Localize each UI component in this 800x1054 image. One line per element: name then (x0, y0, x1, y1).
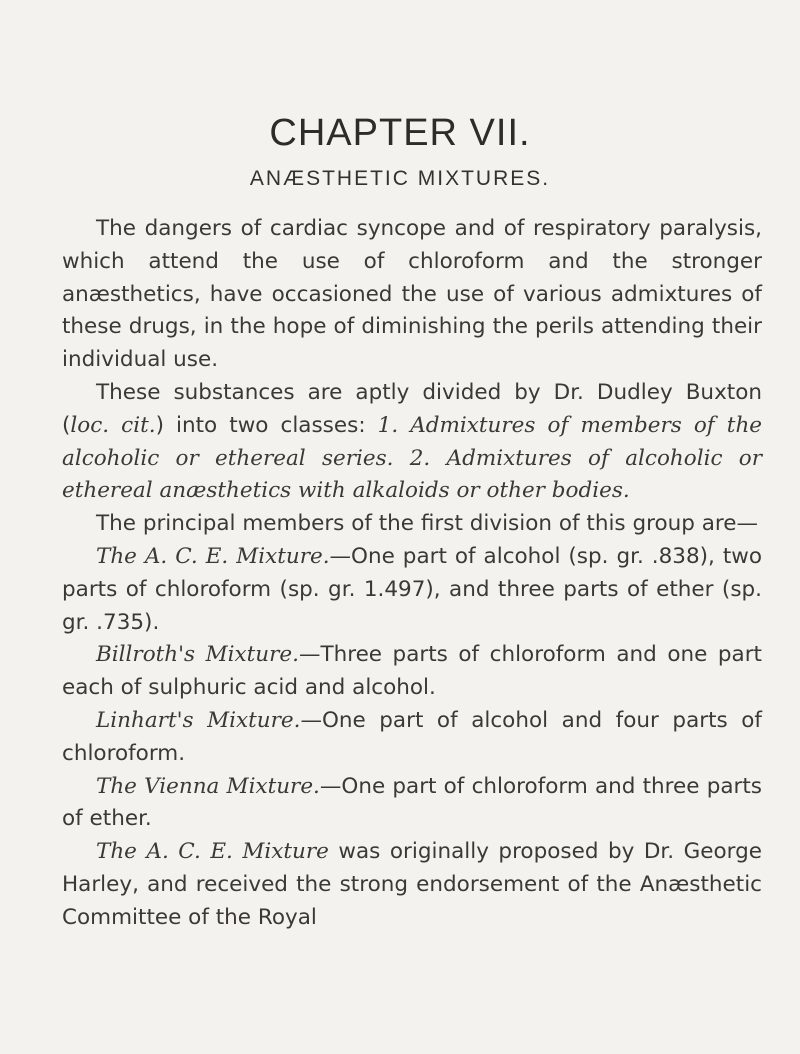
billroth-mixture-text: —Three parts of chloroform and one part each of sulphuric acid and alcohol. (62, 642, 762, 701)
paragraph-linhart-mixture (62, 705, 762, 771)
paragraph-ace-origin (62, 836, 762, 934)
billroth-mixture-name: Billroth's Mixture. (96, 642, 299, 668)
paragraph-billroth-mixture (62, 639, 762, 705)
ace-origin-name: The A. C. E. Mixture (96, 839, 329, 865)
section-title: ANÆSTHETIC MIXTURES. (249, 167, 551, 190)
class-one: 1. Admixtures of members of the alcoholic or ethereal series. (62, 412, 763, 471)
ace-mixture-text: —One part of alcohol (sp. gr. .838), two parts of chloroform (sp. gr. 1.497), and three parts of ether (sp. gr. .735). (62, 543, 762, 635)
paragraph-intro: The dangers of cardiac syncope and of respiratory paralysis, which attend the use of chloroform and the stronger anæsthetics, have occasioned the use of various admixtures of these drugs, in the hope of diminishing the perils attending their individual use. (62, 216, 762, 373)
body-text (62, 213, 762, 935)
linhart-mixture-name: Linhart's Mixture. (96, 707, 301, 733)
vienna-mixture-text: —One part of chloroform and three parts of ether. (62, 773, 762, 832)
ace-mixture-name: The A. C. E. Mixture. (96, 543, 330, 569)
chapter-title: CHAPTER VII. (269, 112, 531, 154)
classes-text-b: ) into two classes: (155, 412, 378, 438)
paragraph-vienna-mixture (62, 771, 762, 837)
paragraph-ace-mixture (62, 541, 762, 639)
linhart-mixture-text: —One part of alcohol and four parts of chloroform. (62, 707, 762, 766)
class-two: 2. Admixtures of alcoholic or ethereal anæsthetics with alkaloids or other bodies. (62, 445, 762, 504)
citation-reference: loc. cit. (70, 412, 156, 438)
ace-origin-text: was originally proposed by Dr. George Harley, and received the strong endorsement of the Anæsthetic Committee of the Royal (62, 839, 763, 930)
paragraph-first-division: The principal members of the first division of this group are— (96, 511, 758, 537)
classes-text-a: These substances are aptly divided by Dr. Dudley Buxton ( (62, 379, 762, 438)
vienna-mixture-name: The Vienna Mixture. (96, 773, 320, 799)
paragraph-classes (62, 377, 762, 508)
